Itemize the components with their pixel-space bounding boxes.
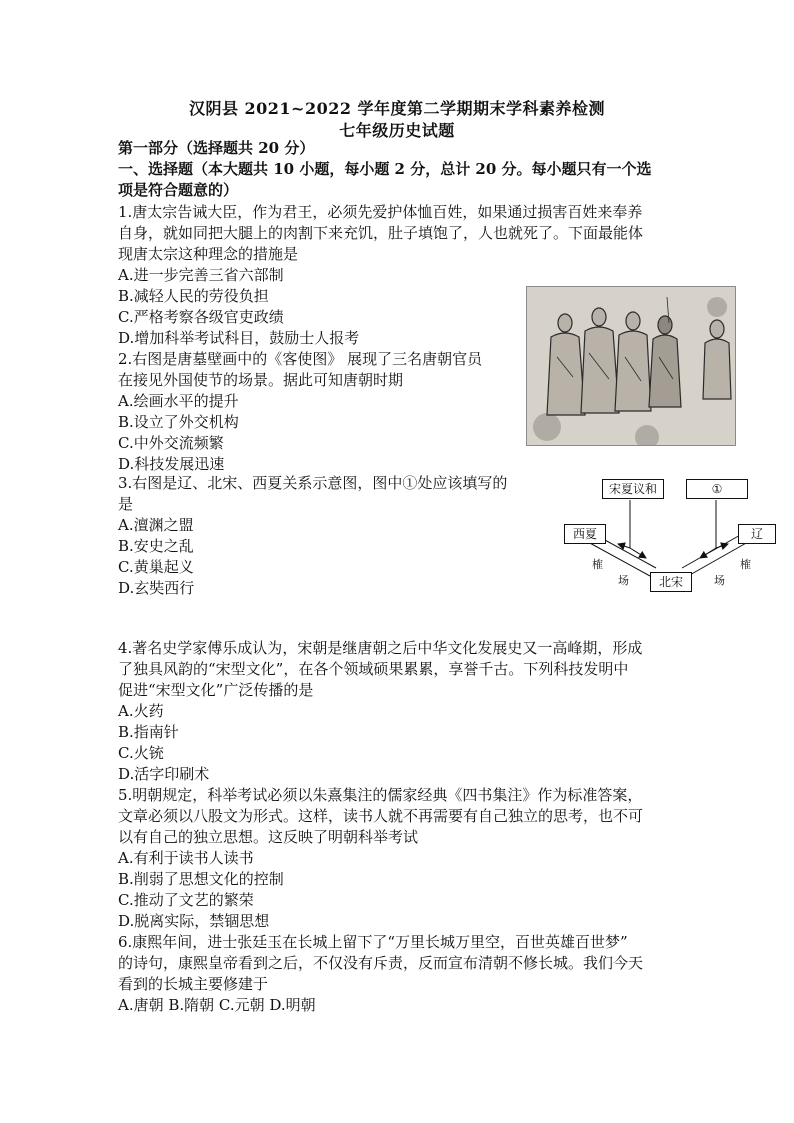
section-instruction-line2: 项是符合题意的） (118, 181, 239, 199)
right-arm-label-chang: 场 (714, 574, 725, 587)
question-5-option-b: B.削弱了思想文化的控制 (118, 870, 284, 888)
question-1-option-d: D.增加科举考试科目，鼓励士人报考 (118, 329, 360, 347)
question-4-option-c: C.火铳 (118, 744, 164, 762)
question-5 (118, 785, 643, 932)
question-5-option-c: C.推动了文艺的繁荣 (118, 891, 254, 909)
question-1-option-c: C.严格考察各级官吏政绩 (118, 308, 284, 326)
question-2-option-a: A.绘画水平的提升 (118, 392, 239, 410)
exam-subtitle: 七年级历史试题 (339, 121, 455, 140)
mural-figures-illustration (527, 287, 735, 445)
section-instruction-line1: 一、选择题（本大题共 10 小题，每小题 2 分，总计 20 分。每小题只有一个选 (118, 160, 652, 178)
left-arm-label-que: 榷 (592, 558, 603, 571)
question-5-option-a: A.有利于读书人读书 (118, 849, 254, 867)
question-2-option-d: D.科技发展迅速 (118, 455, 225, 473)
question-1-option-a: A.进一步完善三省六部制 (118, 266, 284, 284)
question-4-option-b: B.指南针 (118, 723, 179, 741)
part1-heading: 第一部分（选择题共 20 分） (118, 139, 315, 157)
exam-title: 汉阴县 2021~2022 学年度第二学期期末学科素养检测 (188, 99, 606, 118)
left-arm-label-chang: 场 (618, 574, 629, 587)
box-liao: 辽 (738, 524, 776, 544)
question-4 (118, 638, 642, 785)
question-6-stem-line: 看到的长城主要修建于 (118, 975, 269, 993)
question-3-option-b: B.安史之乱 (118, 537, 194, 555)
question-3-stem-line: 3.右图是辽、北宋、西夏关系示意图，图中①处应该填写的 (118, 474, 508, 492)
question-2-option-c: C.中外交流频繁 (118, 434, 224, 452)
right-arm-label-que: 榷 (740, 558, 751, 571)
question-2-stem-line: 2.右图是唐墓壁画中的《客使图》 展现了三名唐朝官员 (118, 350, 483, 368)
question-1-stem-line: 1.唐太宗告诫大臣，作为君王，必须先爱护体恤百姓，如果通过损害百姓来奉养 (118, 203, 643, 221)
liao-song-xixia-diagram (558, 470, 778, 600)
question-4-stem-line: 了独具风韵的“宋型文化”，在各个领域硕果累累，享誉千古。下列科技发明中 (118, 660, 629, 678)
question-2 (118, 349, 482, 475)
question-3 (118, 473, 507, 599)
question-3-stem-line: 是 (118, 495, 134, 513)
question-1-option-b: B.减轻人民的劳役负担 (118, 287, 269, 305)
question-6-options: A.唐朝 B.隋朝 C.元朝 D.明朝 (118, 996, 316, 1014)
box-song-xia-peace: 宋夏议和 (602, 479, 664, 499)
tang-mural-image (526, 286, 736, 446)
question-3-option-d: D.玄奘西行 (118, 579, 195, 597)
question-1-stem-line: 现唐太宗这种理念的措施是 (118, 245, 299, 263)
question-1-stem-line: 自身，就如同把大腿上的肉割下来充饥，肚子填饱了，人也就死了。下面最能体 (118, 224, 644, 242)
box-northern-song: 北宋 (650, 572, 692, 592)
question-4-option-a: A.火药 (118, 702, 164, 720)
question-4-option-d: D.活字印刷术 (118, 765, 210, 783)
question-3-option-c: C.黄巢起义 (118, 558, 194, 576)
question-5-option-d: D.脱离实际，禁锢思想 (118, 912, 270, 930)
question-6-stem-line: 6.康熙年间，进士张廷玉在长城上留下了“万里长城万里空，百世英雄百世梦” (118, 933, 628, 951)
question-5-stem-line: 5.明朝规定，科举考试必须以朱熹集注的儒家经典《四书集注》作为标准答案， (118, 786, 643, 804)
box-xixia: 西夏 (564, 524, 606, 544)
question-4-stem-line: 促进“宋型文化”广泛传播的是 (118, 681, 314, 699)
question-5-stem-line: 以有自己的独立思想。这反映了明朝科举考试 (118, 828, 419, 846)
question-6-stem-line: 的诗句，康熙皇帝看到之后，不仅没有斥责，反而宣布清朝不修长城。我们今天 (118, 954, 644, 972)
question-5-stem-line: 文章必须以八股文为形式。这样，读书人就不再需要有自己独立的思考，也不可 (118, 807, 644, 825)
question-4-stem-line: 4.著名史学家傅乐成认为，宋朝是继唐朝之后中华文化发展史又一高峰期，形成 (118, 639, 643, 657)
question-2-option-b: B.设立了外交机构 (118, 413, 239, 431)
box-blank-1: ① (686, 479, 748, 499)
question-6 (118, 932, 643, 1016)
question-3-option-a: A.澶渊之盟 (118, 516, 194, 534)
question-2-stem-line: 在接见外国使节的场景。据此可知唐朝时期 (118, 371, 404, 389)
